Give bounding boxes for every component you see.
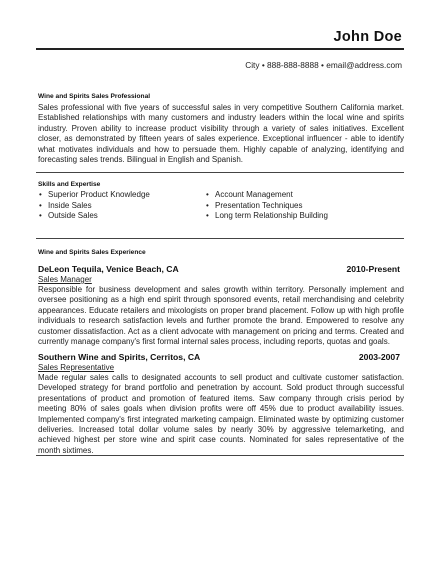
bullet-icon: •	[206, 211, 209, 221]
section-divider	[36, 238, 404, 239]
skill-item	[205, 211, 335, 222]
header-divider	[36, 48, 404, 50]
section-divider	[36, 172, 404, 173]
contact-separator: •	[261, 60, 265, 70]
contact-phone: 888-888-8888	[267, 60, 319, 70]
job-company: DeLeon Tequila, Venice Beach, CA	[38, 264, 179, 274]
skill-label: Account Management	[215, 190, 293, 199]
job-company: Southern Wine and Spirits, Cerritos, CA	[38, 352, 201, 362]
skills-list-right	[205, 190, 335, 222]
skill-item	[205, 190, 335, 201]
job-header	[38, 352, 400, 362]
bullet-icon: •	[39, 200, 42, 210]
skill-label: Superior Product Knowledge	[48, 190, 150, 199]
contact-line	[245, 60, 402, 70]
bullet-icon: •	[39, 211, 42, 221]
skills-heading: Skills and Expertise	[38, 181, 101, 188]
bullet-icon: •	[206, 200, 209, 210]
skill-item	[205, 201, 335, 212]
contact-city: City	[245, 60, 260, 70]
skill-item	[38, 190, 198, 201]
skill-label: Long term Relationship Building	[215, 211, 328, 221]
summary-heading: Wine and Spirits Sales Professional	[38, 93, 151, 100]
job-role: Sales Manager	[38, 275, 92, 284]
skill-item	[38, 211, 198, 222]
contact-email: email@address.com	[326, 60, 402, 70]
skills-list-left	[38, 190, 198, 222]
job-header	[38, 264, 400, 274]
job-description: Made regular sales calls to designated accounts to sell product and cultivate customer satisfaction. Developed strategy for brand portfolio and penetration by account. Sold product through successful presentations of product and promotion of featured items. Saw company through crisis period by meeting 80% of sales goals when division profits were off 45% due to product availability issues. Implemented company's first integrated marketing campaign. Eliminated waste by optimizing customer deliveries. Increased total dollar volume sales by nearly 30% by aggressive telemarketing, and achieved highest per store wine and spirit case counts. Nominated for sales representative of the month sixtimes.	[38, 373, 404, 455]
summary-text: Sales professional with five years of successful sales in very competitive Southern California market. Established relationships with many customers and industry leaders within the local wine and spirits industry. Proven ability to increase product visibility through a variety of sales initiatives. Excellent closer, as demonstrated by fifteen years of sales experience. Exceptional influencer - able to identify what motivates individuals and how to persuade them. Highly capable of analyzing, identifying and forecasting sales trends. Bilingual in English and Spanish.	[38, 103, 404, 165]
job-role: Sales Representative	[38, 363, 115, 372]
skill-label: Outside Sales	[48, 211, 98, 221]
skill-label: Inside Sales	[48, 200, 92, 210]
footer-divider	[36, 455, 404, 456]
candidate-name: John Doe	[333, 29, 402, 45]
skill-label: Presentation Techniques	[215, 200, 303, 210]
contact-separator: •	[321, 60, 324, 70]
job-description: Responsible for business development and sales growth within territory. Personally implement and oversee positioning as a high end spirit through sponsored events, retail merchandising and celebrity appearances. Educate retailers and mixologists on proper brand placement. Follow up with high profile individuals to research satisfaction levels and further promote the brand. Empowered to resolve any customer dissatisfaction. Act as a client advocate with management on pricing and terms. Created and currently manage company's first formal internal sales process, including reports, quotas and goals.	[38, 285, 404, 347]
job-dates: 2010-Present	[346, 264, 400, 274]
job-dates: 2003-2007	[358, 352, 400, 362]
bullet-icon: •	[39, 190, 42, 199]
experience-heading: Wine and Spirits Sales Experience	[38, 249, 146, 256]
bullet-icon: •	[206, 190, 209, 199]
skill-item	[38, 201, 198, 212]
